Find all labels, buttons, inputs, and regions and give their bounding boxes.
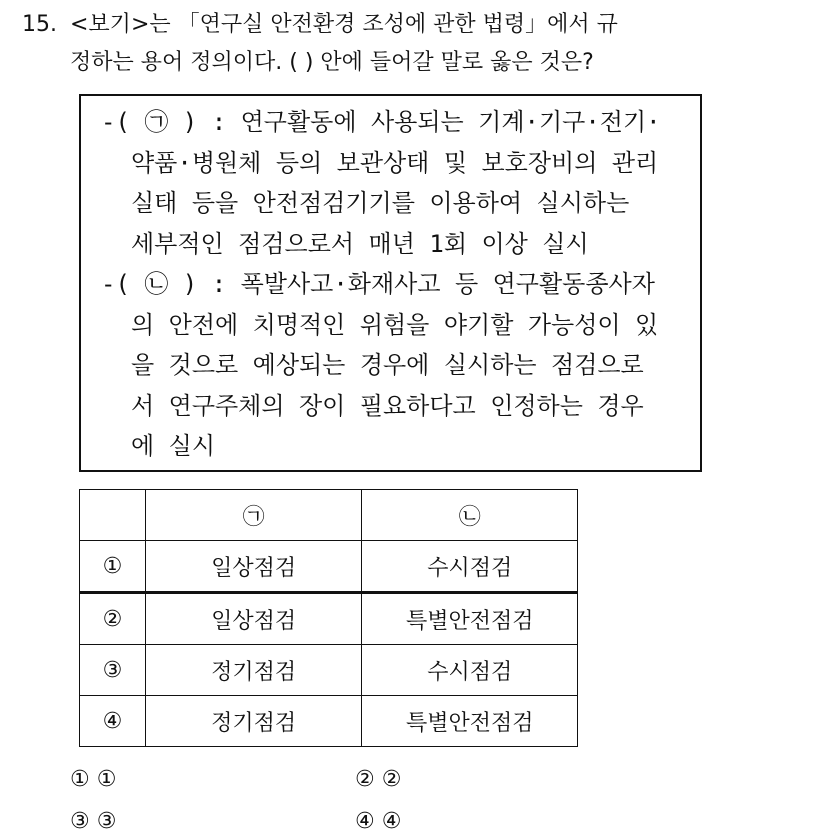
question-text-1: <보기>는 「연구실 안전환경 조성에 관한 법령」에서 규 [70,12,618,37]
item1-line-1: -( ㉠ ) : 연구활동에 사용되는 기계·기구·전기· [101,108,661,136]
item2-line-2: 의 안전에 치명적인 위험을 야기할 가능성이 있 [131,310,659,339]
choice-3[interactable]: ③ ③ [70,809,117,834]
table-cell: 수시점검 [362,541,578,593]
table-row [80,645,578,696]
item2-line-3: 을 것으로 예상되는 경우에 실시하는 점검으로 [131,351,644,379]
table-row [80,541,578,593]
table-row [80,593,578,645]
item1-line-2: 약품·병원체 등의 보관상태 및 보호장비의 관리 [131,148,659,177]
item2-line-5: 에 실시 [131,432,216,460]
question-line-1 [22,6,812,44]
table-header-cell [80,490,146,541]
table-header-cell: ㉡ [362,490,578,541]
question-line-2: 정하는 용어 정의이다. ( ) 안에 들어갈 말로 옳은 것은? [70,50,594,75]
question-stem [22,6,812,82]
table-cell: 특별안전점검 [362,696,578,747]
item2-line-1: -( ㉡ ) : 폭발사고·화재사고 등 연구활동종사자 [101,270,655,298]
table-cell: ④ [80,696,146,747]
item2-line-4: 서 연구주체의 장이 필요하다고 인정하는 경우 [131,391,644,420]
table-cell: 정기점검 [145,696,362,747]
table-cell: ① [80,541,146,593]
choice-1[interactable]: ① ① [70,767,117,792]
table-header-row [80,490,578,541]
item1-line-3: 실태 등을 안전점검기기를 이용하여 실시하는 [131,189,630,217]
answer-table [79,489,578,747]
table-header-cell: ㉠ [145,490,362,541]
item1-line-4: 세부적인 점검으로서 매년 1회 이상 실시 [131,229,589,258]
bogi-box [79,94,702,472]
bogi-content [101,102,691,467]
table-cell: 정기점검 [145,645,362,696]
table-cell: ② [80,593,146,645]
table-cell: 수시점검 [362,645,578,696]
question-number: 15. [22,12,57,37]
table-cell: 일상점검 [145,541,362,593]
table-row [80,696,578,747]
table-cell: ③ [80,645,146,696]
table-cell: 특별안전점검 [362,593,578,645]
choice-4[interactable]: ④ ④ [355,809,402,834]
choice-2[interactable]: ② ② [355,767,402,792]
table-cell: 일상점검 [145,593,362,645]
